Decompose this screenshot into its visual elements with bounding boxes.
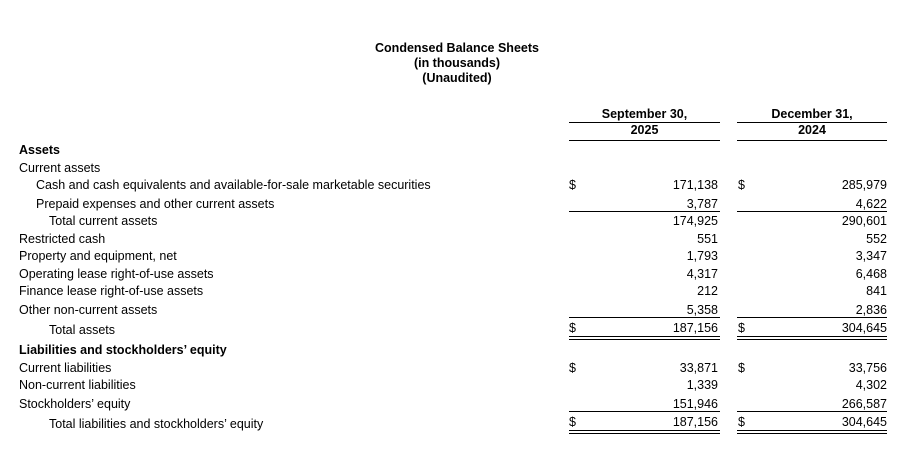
subtotal-rule	[569, 411, 720, 412]
title-line-2: (in thousands)	[413, 56, 501, 70]
column-header-2024	[737, 106, 887, 138]
row-label: Total current assets	[49, 214, 158, 228]
value-cell: 1,793	[686, 249, 718, 263]
column-header-2025	[569, 106, 720, 138]
value-cell: 4,622	[855, 197, 887, 211]
row-label: Current assets	[19, 161, 101, 175]
subtotal-rule	[569, 317, 720, 318]
currency-symbol: $	[569, 321, 576, 335]
currency-symbol: $	[738, 361, 745, 375]
subtotal-rule	[737, 411, 887, 412]
total-double-rule	[737, 336, 887, 340]
value-cell: 285,979	[841, 178, 887, 192]
row-label: Restricted cash	[19, 232, 106, 246]
subtotal-rule	[737, 211, 887, 212]
value-cell: 841	[866, 284, 887, 298]
value-cell: 290,601	[841, 214, 887, 228]
row-label: Other non-current assets	[19, 303, 158, 317]
subtotal-rule	[737, 317, 887, 318]
value-cell: 552	[866, 232, 887, 246]
row-label: Total liabilities and stockholders’ equity	[49, 417, 264, 431]
section-liabilities: Liabilities and stockholders’ equity	[19, 343, 227, 357]
row-label: Finance lease right-of-use assets	[19, 284, 204, 298]
value-cell: 4,317	[686, 267, 718, 281]
column-date: December 31,	[771, 107, 853, 121]
statement-title	[0, 41, 911, 86]
value-cell: 171,138	[672, 178, 718, 192]
subtotal-rule	[569, 211, 720, 212]
column-date: September 30,	[601, 107, 688, 121]
row-label: Property and equipment, net	[19, 249, 177, 263]
value-cell: 551	[697, 232, 718, 246]
title-line-3: (Unaudited)	[422, 71, 492, 85]
total-double-rule	[737, 430, 887, 434]
value-cell: 174,925	[672, 214, 718, 228]
row-label: Cash and cash equivalents and available-for-sale marketable securities	[36, 178, 431, 192]
value-cell: 3,787	[686, 197, 718, 211]
row-label: Non-current liabilities	[19, 378, 136, 392]
value-cell: 187,156	[672, 321, 718, 335]
title-line-1: Condensed Balance Sheets	[375, 41, 539, 55]
total-double-rule	[569, 336, 720, 340]
row-label: Stockholders’ equity	[19, 397, 131, 411]
value-cell: 266,587	[841, 397, 887, 411]
currency-symbol: $	[738, 415, 745, 429]
currency-symbol: $	[569, 178, 576, 192]
value-cell: 3,347	[855, 249, 887, 263]
value-cell: 187,156	[672, 415, 718, 429]
value-cell: 33,756	[848, 361, 887, 375]
value-cell: 5,358	[686, 303, 718, 317]
value-cell: 304,645	[841, 415, 887, 429]
column-year: 2024	[798, 123, 826, 137]
value-cell: 4,302	[855, 378, 887, 392]
value-cell: 151,946	[672, 397, 718, 411]
row-label: Prepaid expenses and other current assets	[36, 197, 275, 211]
currency-symbol: $	[738, 178, 745, 192]
row-label: Operating lease right-of-use assets	[19, 267, 214, 281]
currency-symbol: $	[738, 321, 745, 335]
currency-symbol: $	[569, 361, 576, 375]
value-cell: 6,468	[855, 267, 887, 281]
value-cell: 2,836	[855, 303, 887, 317]
row-label: Current liabilities	[19, 361, 112, 375]
total-double-rule	[569, 430, 720, 434]
section-assets: Assets	[19, 143, 60, 157]
value-cell: 212	[697, 284, 718, 298]
value-cell: 1,339	[686, 378, 718, 392]
currency-symbol: $	[569, 415, 576, 429]
value-cell: 304,645	[841, 321, 887, 335]
column-year: 2025	[630, 123, 659, 137]
row-label: Total assets	[49, 323, 116, 337]
value-cell: 33,871	[679, 361, 718, 375]
